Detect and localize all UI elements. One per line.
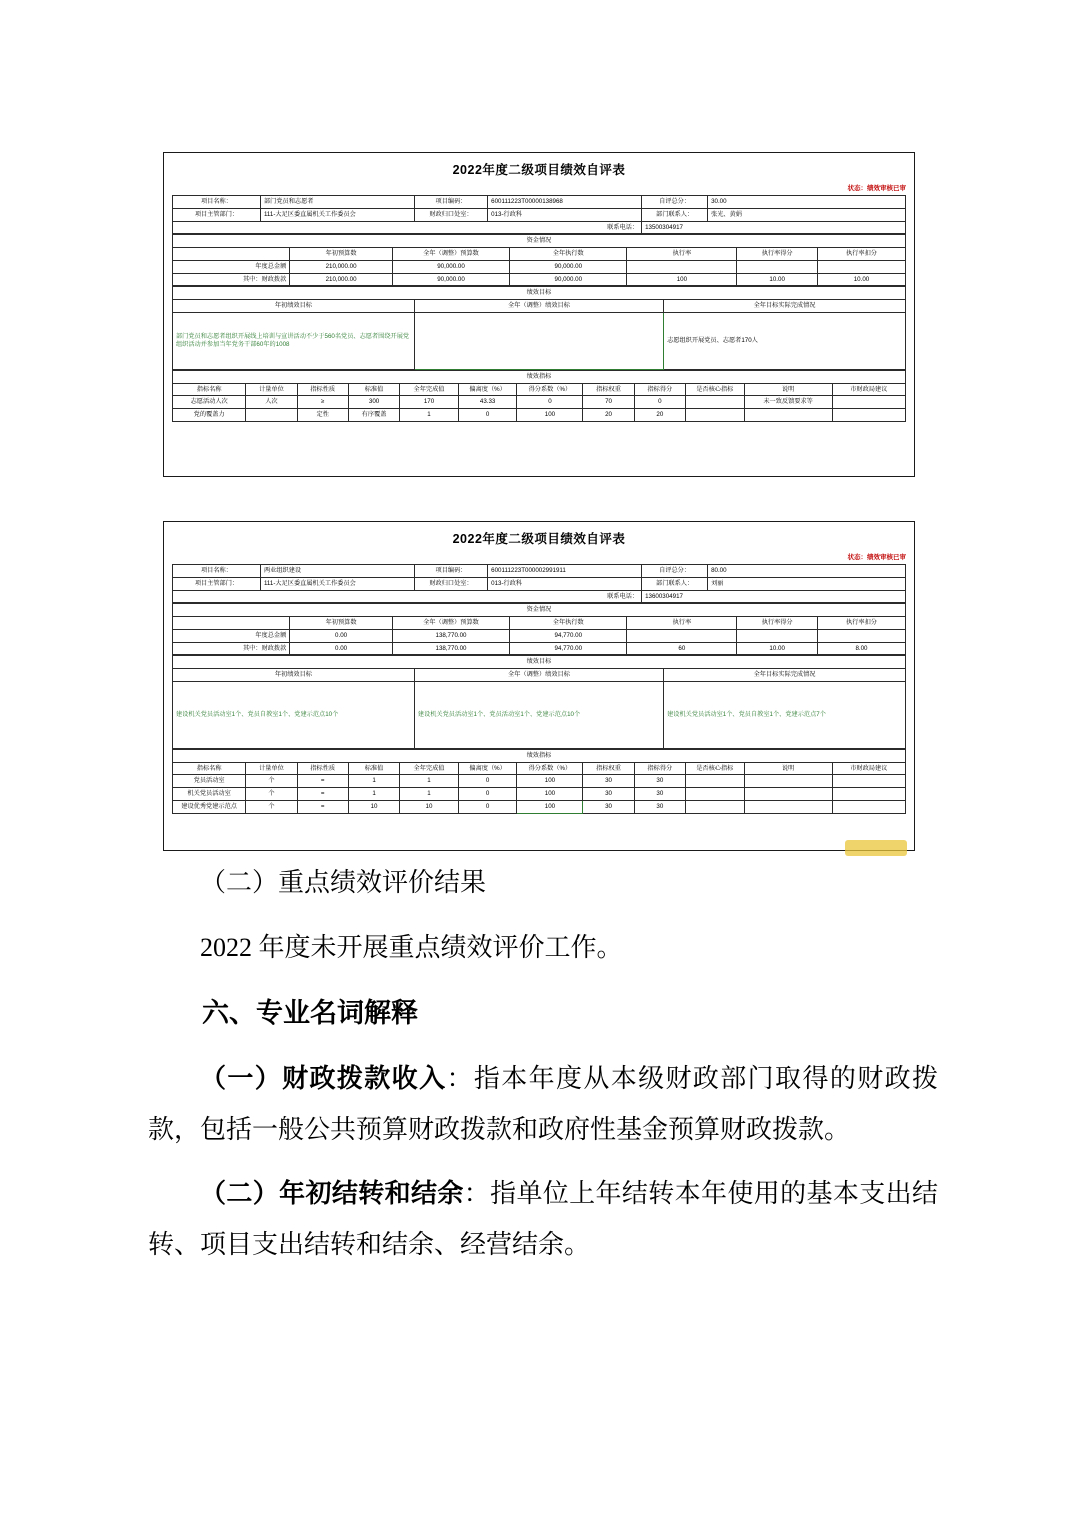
column-header: 标准值 xyxy=(348,383,399,396)
column-header: 全年完成值 xyxy=(400,762,459,775)
cell: 机关党员活动室 xyxy=(173,788,246,801)
paragraph-fiscal-appropriation xyxy=(148,1054,938,1155)
field-value: 刘丽 xyxy=(708,577,906,590)
cell: 1 xyxy=(348,775,399,788)
fund-table xyxy=(172,603,906,655)
cell: 60 xyxy=(627,642,737,655)
section-heading-six: 六、专业名词解释 xyxy=(202,998,418,1029)
column-header: 市财政局建议 xyxy=(832,762,905,775)
cell xyxy=(686,788,745,801)
table-row xyxy=(173,788,906,801)
column-header: 指标名称 xyxy=(173,762,246,775)
paragraph-heading-2: （二）重点绩效评价结果 xyxy=(200,868,487,897)
section-header-row xyxy=(173,749,906,762)
cell: 20 xyxy=(634,409,685,422)
goal-initial: 建设机关党员活动室1个、党员自教室1个、党建示范点10个 xyxy=(173,681,415,748)
cell: 10.00 xyxy=(737,273,818,286)
cell: 138,770.00 xyxy=(392,629,509,642)
cell: 100 xyxy=(517,788,583,801)
cell xyxy=(686,775,745,788)
column-header: 指标得分 xyxy=(634,383,685,396)
field-value: 111-大足区委直属机关工作委员会 xyxy=(260,577,414,590)
term-text-1: ：指本年度从本级财政部门取得的财政拨款，包括一般公共预算财政拨款和政府性基金预算财政拨款。 xyxy=(148,1064,938,1144)
cell: 志愿活动人次 xyxy=(173,396,246,409)
cell: 90,000.00 xyxy=(510,273,627,286)
goal-actual: 建设机关党员活动室1个、党员自教室1个、党建示范点7个 xyxy=(664,681,906,748)
goal-adjusted xyxy=(414,312,663,369)
column-header: 全年目标实际完成情况 xyxy=(664,669,906,682)
column-header: 指标权重 xyxy=(583,762,634,775)
cell: 10.00 xyxy=(737,642,818,655)
section-title: 绩效目标 xyxy=(173,656,906,669)
column-header: 计量单位 xyxy=(246,383,297,396)
column-header: 年初预算数 xyxy=(290,248,393,261)
column-header: 全年执行数 xyxy=(510,248,627,261)
field-label: 项目编码： xyxy=(414,565,487,578)
cell xyxy=(686,396,745,409)
cell: 个 xyxy=(246,788,297,801)
field-value: 600111223T000002991911 xyxy=(488,565,642,578)
field-label: 项目名称： xyxy=(173,565,261,578)
table-header-row xyxy=(173,669,906,682)
project-info-table xyxy=(172,195,906,234)
section-header-row xyxy=(173,235,906,248)
field-value: 张光、黄娟 xyxy=(708,208,906,221)
cell: 90,000.00 xyxy=(392,260,509,273)
field-value: 111-大足区委直属机关工作委员会 xyxy=(260,208,414,221)
cell: 30 xyxy=(634,775,685,788)
cell: 30 xyxy=(634,788,685,801)
field-label: 部门联系人： xyxy=(642,208,708,221)
column-header: 全年（调整）预算数 xyxy=(392,617,509,630)
table-row xyxy=(173,681,906,748)
column-header: 全年完成值 xyxy=(400,383,459,396)
field-label: 自评总分： xyxy=(642,196,708,209)
cell: 0 xyxy=(458,788,517,801)
field-label: 自评总分： xyxy=(642,565,708,578)
cell xyxy=(744,800,832,813)
column-header: 全年执行数 xyxy=(510,617,627,630)
column-header: 指标性质 xyxy=(297,762,348,775)
cell xyxy=(817,629,905,642)
column-header xyxy=(173,617,290,630)
cell: 1 xyxy=(400,775,459,788)
cell xyxy=(832,788,905,801)
paragraph-carryover xyxy=(148,1169,938,1270)
section-header-row xyxy=(173,287,906,300)
table-header-row xyxy=(173,762,906,775)
cell: 0 xyxy=(634,396,685,409)
cell: 210,000.00 xyxy=(290,273,393,286)
cell xyxy=(246,409,297,422)
cell: 138,770.00 xyxy=(392,642,509,655)
cell: 10.00 xyxy=(817,273,905,286)
column-header: 说明 xyxy=(744,383,832,396)
row-label: 年度总金额 xyxy=(173,629,290,642)
term-label-1: （一）财政拨款收入 xyxy=(200,1064,447,1094)
kpi-table xyxy=(172,749,906,814)
cell: 10 xyxy=(400,800,459,813)
status-badge: 状态：绩效审核已审 xyxy=(847,554,906,561)
section-title: 资金情况 xyxy=(173,235,906,248)
term-label-2: （二）年初结转和结余 xyxy=(200,1179,464,1209)
performance-evaluation-table-2 xyxy=(163,521,915,851)
cell: 300 xyxy=(348,396,399,409)
cell xyxy=(627,260,737,273)
column-header: 指标名称 xyxy=(173,383,246,396)
column-header: 执行率得分 xyxy=(737,248,818,261)
table-title: 2022年度二级项目绩效自评表 xyxy=(452,532,626,546)
section-header-row xyxy=(173,656,906,669)
scan-artifact xyxy=(845,840,907,856)
column-header xyxy=(173,248,290,261)
cell: = xyxy=(297,800,348,813)
table-row xyxy=(173,409,906,422)
field-value: 13500304917 xyxy=(642,221,906,234)
paragraph-no-key-evaluation: 2022 年度未开展重点绩效评价工作。 xyxy=(200,932,623,962)
column-header: 全年目标实际完成情况 xyxy=(664,300,906,313)
table-row xyxy=(173,565,906,578)
field-label: 联系电话： xyxy=(173,221,642,234)
cell xyxy=(737,629,818,642)
cell xyxy=(832,396,905,409)
table-row xyxy=(173,396,906,409)
cell: 30 xyxy=(583,800,634,813)
cell: 人次 xyxy=(246,396,297,409)
column-header: 执行率扣分 xyxy=(817,617,905,630)
row-label: 其中：财政拨款 xyxy=(173,273,290,286)
cell: 100 xyxy=(517,409,583,422)
cell: 43.33 xyxy=(458,396,517,409)
table-row xyxy=(173,775,906,788)
term-text-2: ：指单位上年结转本年使用的基本支出结转、项目支出结转和结余、经营结余。 xyxy=(148,1179,938,1260)
cell: ≥ xyxy=(297,396,348,409)
cell: 党的覆盖力 xyxy=(173,409,246,422)
field-label: 项目主管部门： xyxy=(173,577,261,590)
field-value: 80.00 xyxy=(708,565,906,578)
table-title: 2022年度二级项目绩效自评表 xyxy=(452,163,626,177)
cell: 0 xyxy=(517,396,583,409)
column-header: 全年（调整）预算数 xyxy=(392,248,509,261)
section-header-row xyxy=(173,370,906,383)
cell xyxy=(744,788,832,801)
table-header-row xyxy=(173,617,906,630)
field-value: 600111223T00000138968 xyxy=(488,196,642,209)
cell xyxy=(744,775,832,788)
cell xyxy=(832,409,905,422)
table-row xyxy=(173,312,906,369)
cell: 0.00 xyxy=(290,629,393,642)
section-header-row xyxy=(173,604,906,617)
section-title: 绩效指标 xyxy=(173,749,906,762)
field-label: 联系电话： xyxy=(173,590,642,603)
column-header: 指标权重 xyxy=(583,383,634,396)
cell: 100 xyxy=(517,800,583,813)
section-title: 资金情况 xyxy=(173,604,906,617)
cell: 有序覆盖 xyxy=(348,409,399,422)
cell: 建设优秀党建示范点 xyxy=(173,800,246,813)
section-title: 绩效目标 xyxy=(173,287,906,300)
goal-actual: 志愿组织开展党员、志愿者170人 xyxy=(664,312,906,369)
cell: 94,770.00 xyxy=(510,642,627,655)
table-header-row xyxy=(173,383,906,396)
field-value: 部门党员和志愿者 xyxy=(260,196,414,209)
cell xyxy=(817,260,905,273)
column-header: 偏离度（%） xyxy=(458,383,517,396)
column-header: 年初绩效目标 xyxy=(173,669,415,682)
field-value: 13600304917 xyxy=(642,590,906,603)
cell: 30 xyxy=(583,788,634,801)
field-label: 项目主管部门： xyxy=(173,208,261,221)
cell: 个 xyxy=(246,775,297,788)
table-row xyxy=(173,260,906,273)
cell: 1 xyxy=(400,409,459,422)
cell: 0.00 xyxy=(290,642,393,655)
table-row xyxy=(173,642,906,655)
field-value: 30.00 xyxy=(708,196,906,209)
performance-evaluation-table-1 xyxy=(163,152,915,477)
field-value: 两业组织建设 xyxy=(260,565,414,578)
column-header: 是否核心指标 xyxy=(686,762,745,775)
cell: = xyxy=(297,775,348,788)
cell: 210,000.00 xyxy=(290,260,393,273)
fund-table xyxy=(172,234,906,286)
column-header: 得分系数（%） xyxy=(517,762,583,775)
cell xyxy=(737,260,818,273)
table-row xyxy=(173,273,906,286)
table-row xyxy=(173,800,906,813)
kpi-table xyxy=(172,370,906,422)
column-header: 得分系数（%） xyxy=(517,383,583,396)
column-header: 执行率 xyxy=(627,248,737,261)
cell: 100 xyxy=(627,273,737,286)
cell xyxy=(832,800,905,813)
column-header: 指标得分 xyxy=(634,762,685,775)
table-header-row xyxy=(173,248,906,261)
row-label: 其中：财政拨款 xyxy=(173,642,290,655)
cell: 30 xyxy=(583,775,634,788)
cell: 个 xyxy=(246,800,297,813)
column-header: 执行率扣分 xyxy=(817,248,905,261)
column-header: 全年（调整）绩效目标 xyxy=(414,669,663,682)
field-label: 项目编码： xyxy=(414,196,487,209)
goal-initial: 部门党员和志愿者组织开展线上培训与宣讲活动不少于560名党员、志愿者围绕开展党组织活动并参加当年党务干部60年的1008 xyxy=(173,312,415,369)
row-label: 年度总金额 xyxy=(173,260,290,273)
cell: 90,000.00 xyxy=(510,260,627,273)
table-row xyxy=(173,196,906,209)
cell: 10 xyxy=(348,800,399,813)
column-header: 执行率得分 xyxy=(737,617,818,630)
section-title: 绩效指标 xyxy=(173,370,906,383)
table-header-row xyxy=(173,300,906,313)
cell: 30 xyxy=(634,800,685,813)
cell xyxy=(627,629,737,642)
cell: 70 xyxy=(583,396,634,409)
cell: 90,000.00 xyxy=(392,273,509,286)
cell: 党员活动室 xyxy=(173,775,246,788)
table-row xyxy=(173,590,906,603)
cell xyxy=(686,800,745,813)
field-label: 项目名称： xyxy=(173,196,261,209)
cell: 0 xyxy=(458,775,517,788)
column-header: 偏离度（%） xyxy=(458,762,517,775)
goal-adjusted: 建设机关党员活动室1个、党员活动室1个、党建示范点10个 xyxy=(414,681,663,748)
field-label: 部门联系人： xyxy=(642,577,708,590)
column-header: 计量单位 xyxy=(246,762,297,775)
field-value: 013-行政科 xyxy=(488,208,642,221)
cell: = xyxy=(297,788,348,801)
field-label: 财政归口处室： xyxy=(414,577,487,590)
column-header: 全年（调整）绩效目标 xyxy=(414,300,663,313)
field-value: 013-行政科 xyxy=(488,577,642,590)
column-header: 市财政局建议 xyxy=(832,383,905,396)
cell xyxy=(832,775,905,788)
field-label: 财政归口处室： xyxy=(414,208,487,221)
cell: 170 xyxy=(400,396,459,409)
table-row xyxy=(173,221,906,234)
goal-table xyxy=(172,655,906,749)
goal-table xyxy=(172,286,906,370)
column-header: 年初预算数 xyxy=(290,617,393,630)
status-badge: 状态：绩效审核已审 xyxy=(847,185,906,192)
column-header: 是否核心指标 xyxy=(686,383,745,396)
cell: 20 xyxy=(583,409,634,422)
table-row xyxy=(173,577,906,590)
cell xyxy=(686,409,745,422)
project-info-table xyxy=(172,564,906,603)
column-header: 执行率 xyxy=(627,617,737,630)
cell: 1 xyxy=(400,788,459,801)
cell: 100 xyxy=(517,775,583,788)
cell: 未一致反馈要求等 xyxy=(744,396,832,409)
cell: 8.00 xyxy=(817,642,905,655)
column-header: 指标性质 xyxy=(297,383,348,396)
cell xyxy=(744,409,832,422)
table-row xyxy=(173,629,906,642)
column-header: 年初绩效目标 xyxy=(173,300,415,313)
table-row xyxy=(173,208,906,221)
cell: 0 xyxy=(458,800,517,813)
cell: 0 xyxy=(458,409,517,422)
document-body xyxy=(148,858,938,1285)
column-header: 说明 xyxy=(744,762,832,775)
cell: 定性 xyxy=(297,409,348,422)
column-header: 标准值 xyxy=(348,762,399,775)
cell: 94,770.00 xyxy=(510,629,627,642)
cell: 1 xyxy=(348,788,399,801)
